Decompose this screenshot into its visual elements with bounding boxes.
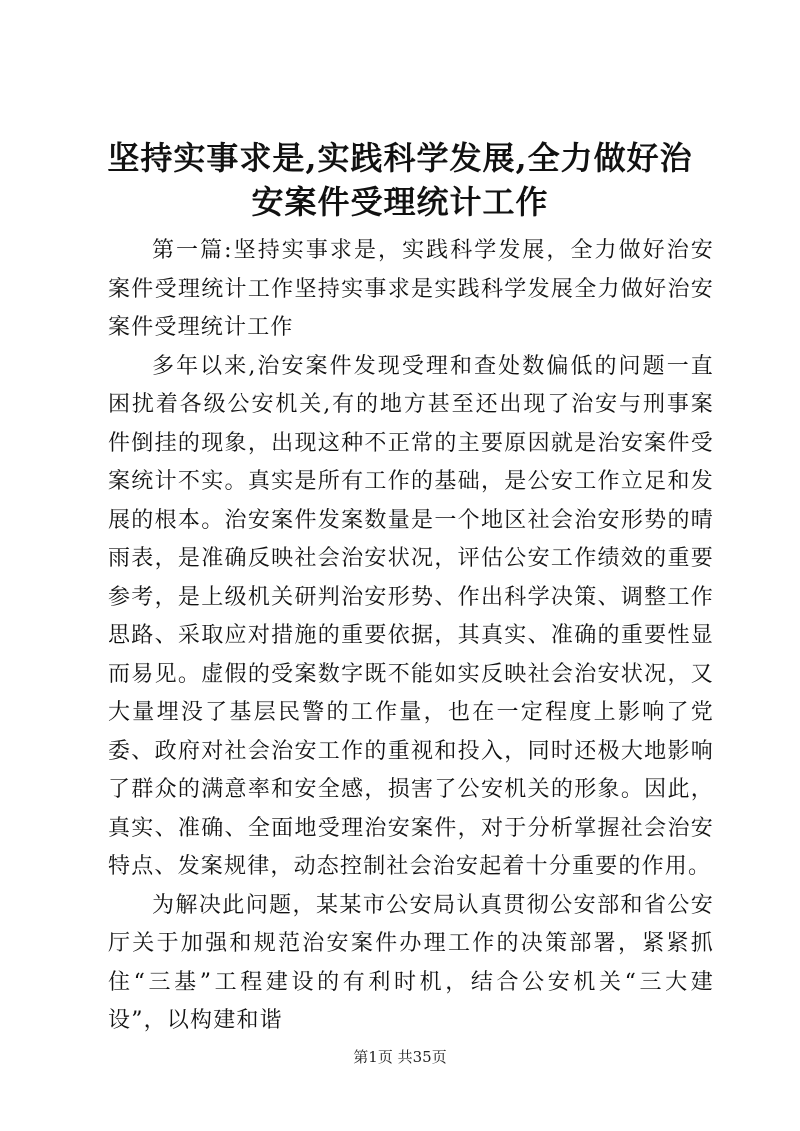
page-footer: 第1页 共35页	[353, 1048, 447, 1066]
paragraph: 多年以来,治安案件发现受理和查处数偏低的问题一直困扰着各级公安机关,有的地方甚至还出现了治安与刑事案件倒挂的现象，出现这种不正常的主要原因就是治安案件受案统计不实。真实是所有工作的基础，是公安工作立足和发展的根本。治安案件发案数量是一个地区社会治安形势的晴雨表，是准确反映社会治安状况，评估公安工作绩效的重要参考，是上级机关研判治安形势、作出科学决策、调整工作思路、采取应对措施的重要依据，其真实、准确的重要性显而易见。虚假的受案数字既不能如实反映社会治安状况，又大量埋没了基层民警的工作量，也在一定程度上影响了党委、政府对社会治安工作的重视和投入，同时还极大地影响了群众的满意率和安全感，损害了公安机关的形象。因此，真实、准确、全面地受理治安案件，对于分析掌握社会治安特点、发案规律，动态控制社会治安起着十分重要的作用。	[108, 353, 714, 879]
document-title: 坚持实事求是,实践科学发展,全力做好治安案件受理统计工作	[107, 139, 693, 221]
paragraph: 第一篇:坚持实事求是，实践科学发展，全力做好治安案件受理统计工作坚持实事求是实践科学发展全力做好治安案件受理统计工作	[108, 238, 714, 340]
document-body	[108, 232, 714, 1041]
paragraph: 为解决此问题，某某市公安局认真贯彻公安部和省公安厅关于加强和规范治安案件办理工作的决策部署，紧紧抓住“三基”工程建设的有利时机，结合公安机关“三大建设”，以构建和谐	[108, 892, 714, 1033]
